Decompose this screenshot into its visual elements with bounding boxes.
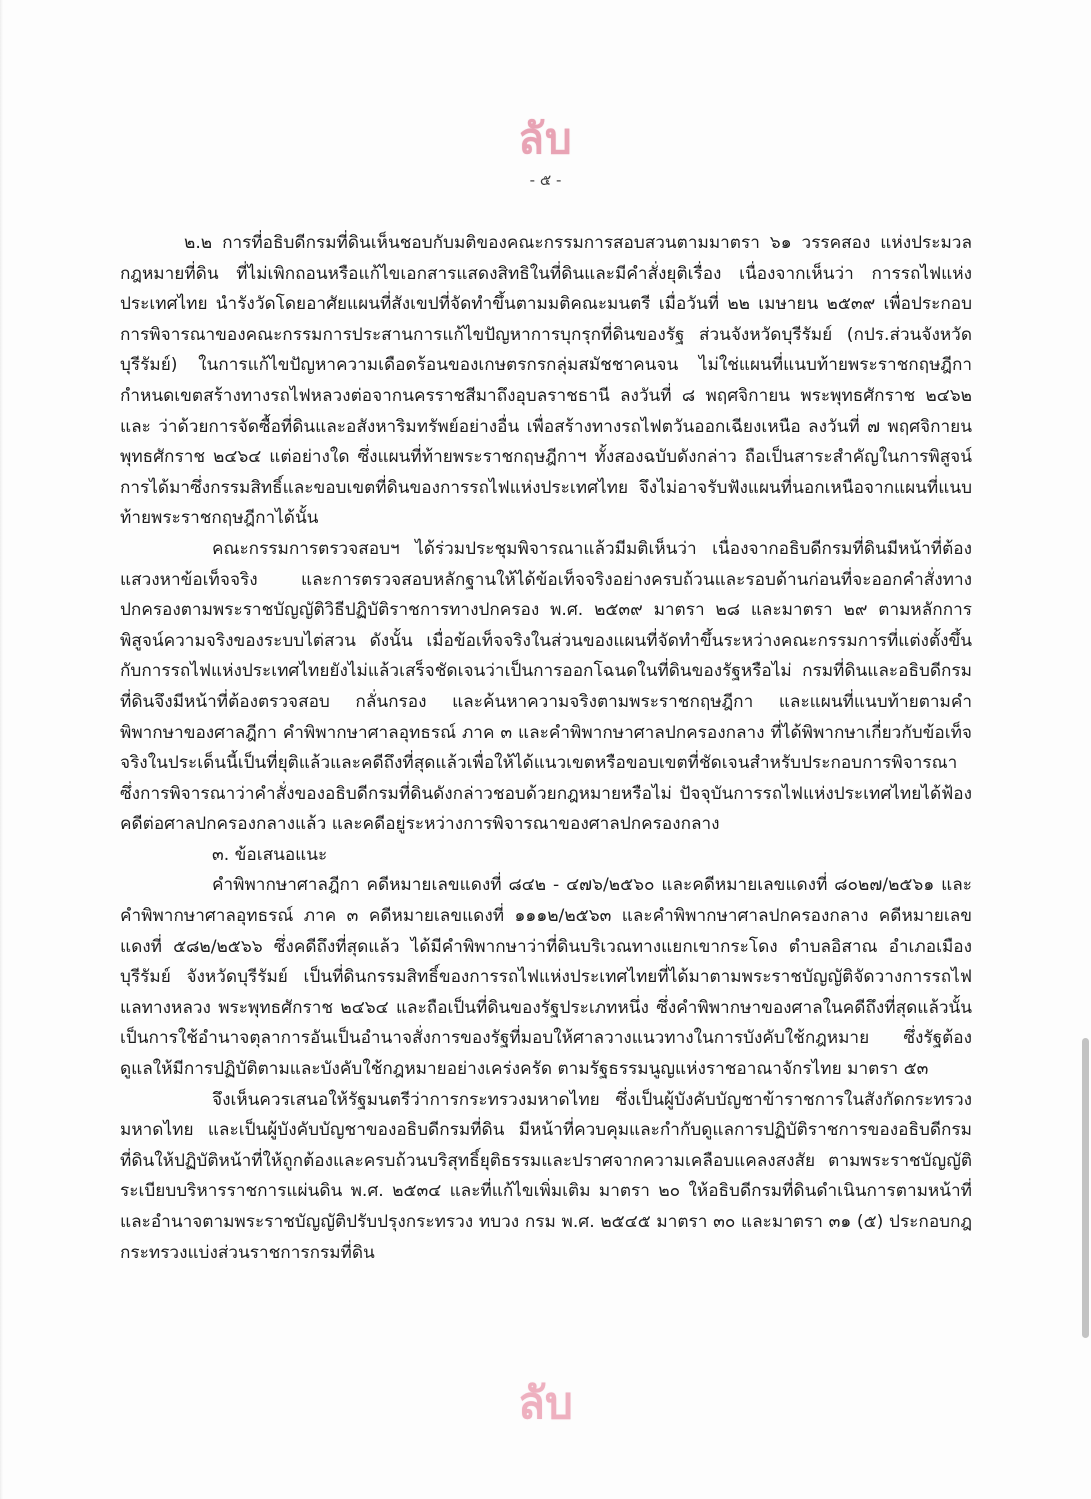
document-body [120, 228, 972, 1268]
page-left-edge [0, 0, 3, 1499]
paragraph-4: จึงเห็นควรเสนอให้รัฐมนตรีว่าการกระทรวงมหาดไทย ซึ่งเป็นผู้บังคับบัญชาข้าราชการในสังกัดกระทรวงมหาดไทย และเป็นผู้บังคับบัญชาของอธิบดีกรมที่ดิน มีหน้าที่ควบคุมและกำกับดูแลการปฏิบัติราชการของอธิบดีกรมที่ดินให้ปฏิบัติหน้าที่ให้ถูกต้องและครบถ้วนบริสุทธิ์ยุติธรรมและปราศจากความเคลือบแคลงสงสัย ตามพระราชบัญญัติระเบียบบริหารราชการแผ่นดิน พ.ศ. ๒๕๓๔ และที่แก้ไขเพิ่มเติม มาตรา ๒๐ ให้อธิบดีกรมที่ดินดำเนินการตามหน้าที่และอำนาจตามพระราชบัญญัติปรับปรุงกระทรวง ทบวง กรม พ.ศ. ๒๕๔๕ มาตรา ๓๐ และมาตรา ๓๑ (๕) ประกอบกฎกระทรวงแบ่งส่วนราชการกรมที่ดิน [120, 1089, 973, 1263]
paragraph-1: ๒.๒ การที่อธิบดีกรมที่ดินเห็นชอบกับมติของคณะกรรมการสอบสวนตามมาตรา ๖๑ วรรคสอง แห่งประมวลกฎหมายที่ดิน ที่ไม่เพิกถอนหรือแก้ไขเอกสารแสดงสิทธิในที่ดินและมีคำสั่งยุติเรื่อง เนื่องจากเห็นว่า การรถไฟแห่งประเทศไทย นำรังวัดโดยอาศัยแผนที่สังเขปที่จัดทำขึ้นตามมติคณะมนตรี เมื่อวันที่ ๒๒ เมษายน ๒๕๓๙ เพื่อประกอบการพิจารณาของคณะกรรมการประสานการแก้ไขปัญหาการบุกรุกที่ดินของรัฐ ส่วนจังหวัดบุรีรัมย์ (กปร.ส่วนจังหวัดบุรีรัมย์) ในการแก้ไขปัญหาความเดือดร้อนของเกษตรกรกลุ่มสมัชชาคนจน ไม่ใช่แผนที่แนบท้ายพระราชกฤษฎีกากำหนดเขตสร้างทางรถไฟหลวงต่อจากนครราชสีมาถึงอุบลราชธานี ลงวันที่ ๘ พฤศจิกายน พระพุทธศักราช ๒๔๖๒ และ ว่าด้วยการจัดซื้อที่ดินและอสังหาริมทรัพย์อย่างอื่น เพื่อสร้างทางรถไฟตวันออกเฉียงเหนือ ลงวันที่ ๗ พฤศจิกายน พุทธศักราช ๒๔๖๔ แต่อย่างใด ซึ่งแผนที่ท้ายพระราชกฤษฎีกาฯ ทั้งสองฉบับดังกล่าว ถือเป็นสาระสำคัญในการพิสูจน์การได้มาซึ่งกรรมสิทธิ์และขอบเขตที่ดินของการรถไฟแห่งประเทศไทย จึงไม่อาจรับฟังแผนที่นอกเหนือจากแผนที่แนบท้ายพระราชกฤษฎีกาได้นั้น [120, 233, 972, 529]
paragraph-3: คำพิพากษาศาลฎีกา คดีหมายเลขแดงที่ ๘๔๒ - ๔๗๖/๒๕๖๐ และคดีหมายเลขแดงที่ ๘๐๒๗/๒๕๖๑ และคำพิพากษาศาลอุทธรณ์ ภาค ๓ คดีหมายเลขแดงที่ ๑๑๑๒/๒๕๖๓ และคำพิพากษาศาลปกครองกลาง คดีหมายเลขแดงที่ ๕๘๒/๒๕๖๖ ซึ่งคดีถึงที่สุดแล้ว ได้มีคำพิพากษาว่าที่ดินบริเวณทางแยกเขากระโดง ตำบลอิสาณ อำเภอเมืองบุรีรัมย์ จังหวัดบุรีรัมย์ เป็นที่ดินกรรมสิทธิ์ของการรถไฟแห่งประเทศไทยที่ได้มาตามพระราชบัญญัติจัดวางการรถไฟแลทางหลวง พระพุทธศักราช ๒๔๖๔ และถือเป็นที่ดินของรัฐประเภทหนึ่ง ซึ่งคำพิพากษาของศาลในคดีถึงที่สุดแล้วนั้น เป็นการใช้อำนาจตุลาการอันเป็นอำนาจสั่งการของรัฐที่มอบให้ศาลวางแนวทางในการบังคับใช้กฎหมาย ซึ่งรัฐต้องดูแลให้มีการปฏิบัติตามและบังคับใช้กฎหมายอย่างเคร่งครัด ตามรัฐธรรมนูญแห่งราชอาณาจักรไทย มาตรา ๕๓ [120, 875, 972, 1080]
paragraph-2: คณะกรรมการตรวจสอบฯ ได้ร่วมประชุมพิจารณาแล้วมีมติเห็นว่า เนื่องจากอธิบดีกรมที่ดินมีหน้าที่ต้องแสวงหาข้อเท็จจริง และการตรวจสอบหลักฐานให้ได้ข้อเท็จจริงอย่างครบถ้วนและรอบด้านก่อนที่จะออกคำสั่งทางปกครองตามพระราชบัญญัติวิธีปฏิบัติราชการทางปกครอง พ.ศ. ๒๕๓๙ มาตรา ๒๘ และมาตรา ๒๙ ตามหลักการพิสูจน์ความจริงของระบบไต่สวน ดังนั้น เมื่อข้อเท็จจริงในส่วนของแผนที่จัดทำขึ้นระหว่างคณะกรรมการที่แต่งตั้งขึ้นกับการรถไฟแห่งประเทศไทยยังไม่แล้วเสร็จชัดเจนว่าเป็นการออกโฉนดในที่ดินของรัฐหรือไม่ กรมที่ดินและอธิบดีกรมที่ดินจึงมีหน้าที่ต้องตรวจสอบ กลั่นกรอง และค้นหาความจริงตามพระราชกฤษฎีกา และแผนที่แนบท้ายตามคำพิพากษาของศาลฎีกา คำพิพากษาศาลอุทธรณ์ ภาค ๓ และคำพิพากษาศาลปกครองกลาง ที่ได้พิพากษาเกี่ยวกับข้อเท็จจริงในประเด็นนี้เป็นที่ยุติแล้วและคดีถึงที่สุดแล้วเพื่อให้ได้แนวเขตหรือขอบเขตที่ชัดเจนสำหรับประกอบการพิจารณา ซึ่งการพิจารณาว่าคำสั่งของอธิบดีกรมที่ดินดังกล่าวชอบด้วยกฎหมายหรือไม่ ปัจจุบันการรถไฟแห่งประเทศไทยได้ฟ้องคดีต่อศาลปกครองกลางแล้ว และคดีอยู่ระหว่างการพิจารณาของศาลปกครองกลาง [120, 538, 972, 835]
section-heading-3: ๓. ข้อเสนอแนะ [212, 844, 328, 865]
vertical-scrollbar[interactable] [1082, 1038, 1089, 1338]
confidential-stamp-bottom: ลับ [518, 1378, 573, 1429]
page-number: - ๕ - [529, 171, 562, 189]
confidential-stamp-top: ลับ [518, 114, 573, 163]
